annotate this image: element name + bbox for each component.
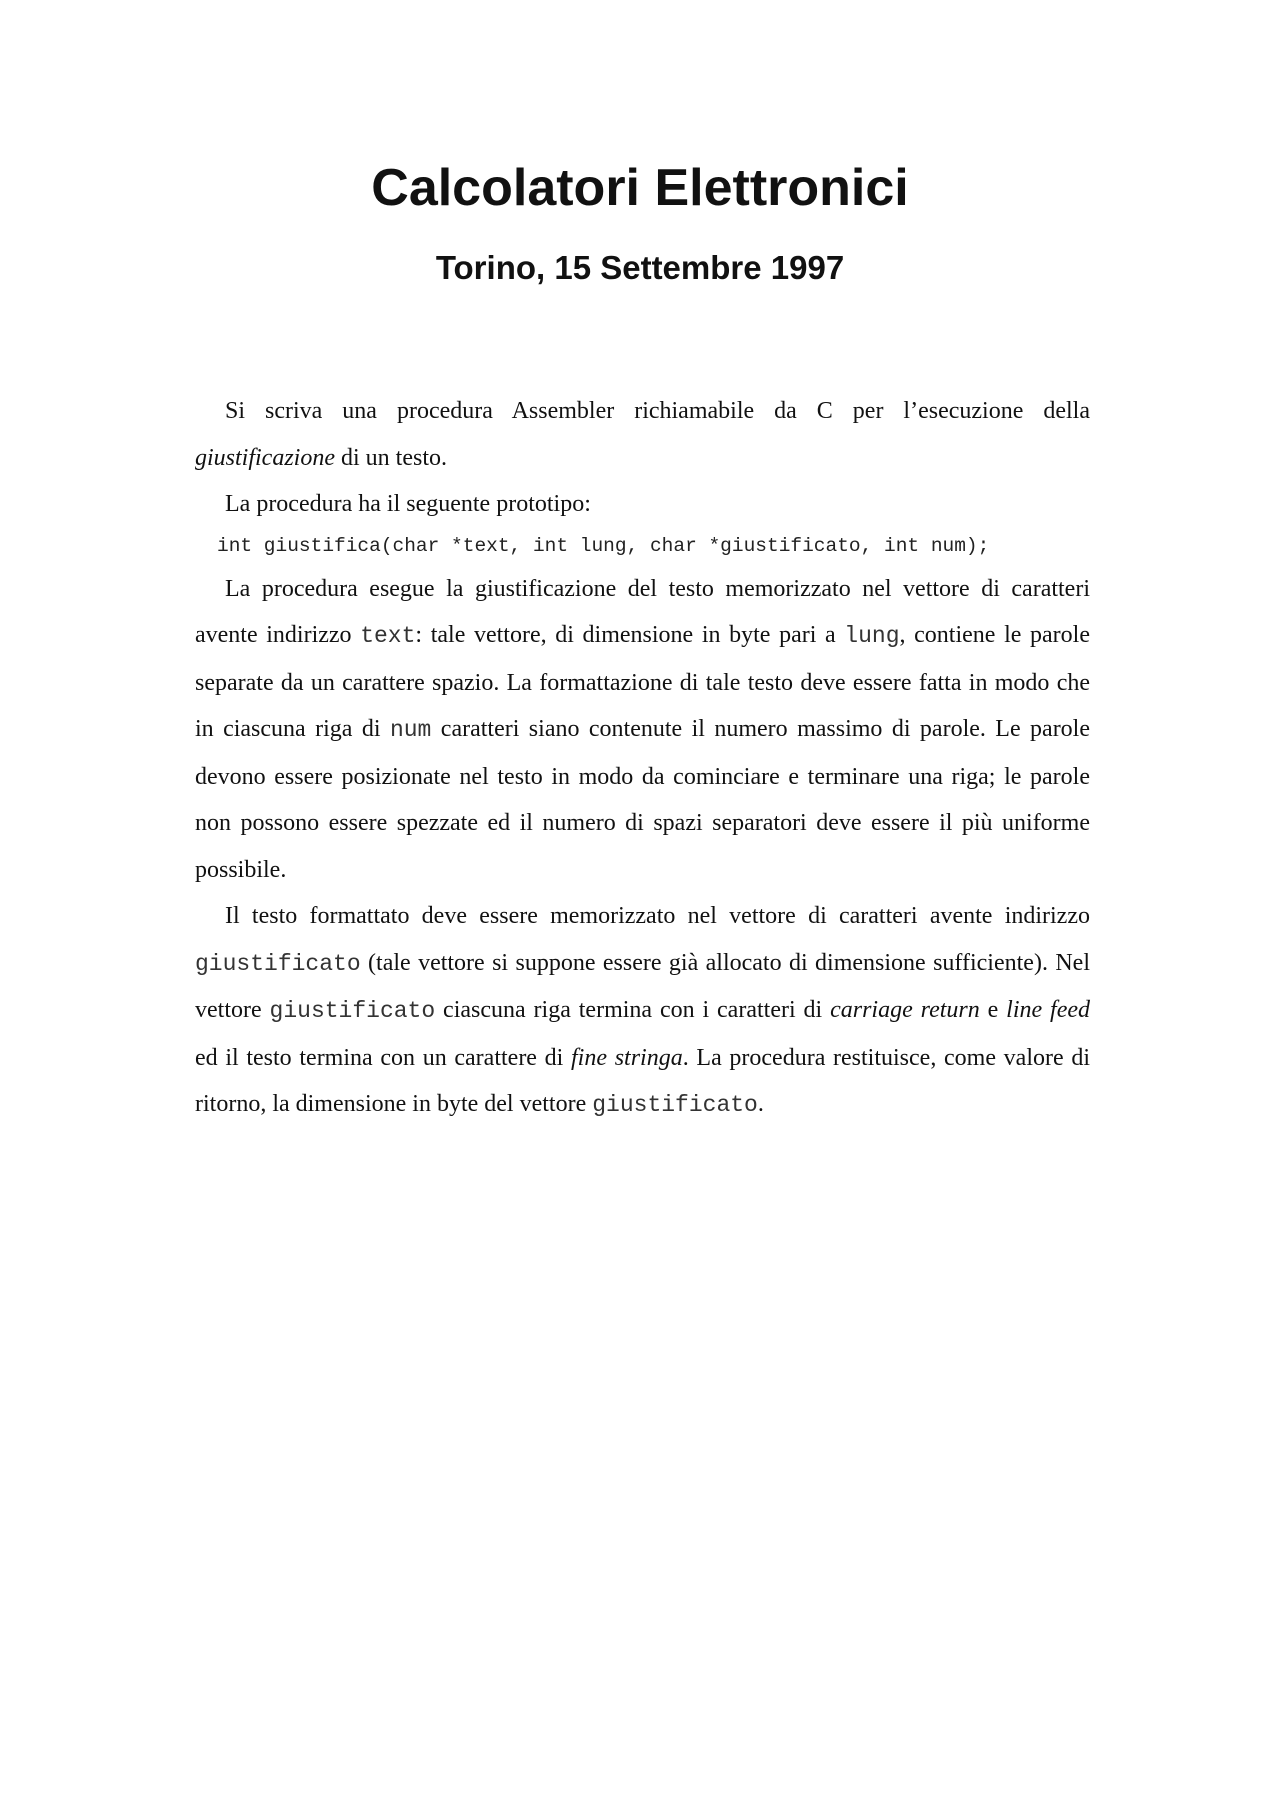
output-text: ed il testo termina con un carattere di [195,1044,572,1071]
description-text: La procedura esegue la giustificazione del testo memorizzato nel vettore di caratteri avente indirizzo [195,575,1090,648]
prototype-code: int giustifica(char *text, int lung, char *giustificato, int num); [217,534,990,557]
description-text: caratteri siano contenute il numero massimo di parole. Le parole devono essere posizionate nel testo in modo da cominciare e terminare una riga; le parole non possono essere spezzate ed il numero di spazi separatori deve essere il più uniforme possibile. [195,716,1091,883]
code-giustificato: giustificato [269,998,436,1024]
page-title: Calcolatori Elettronici [371,159,909,217]
code-text: text [360,623,416,649]
intro-text-end: di un testo. [335,444,447,471]
code-num: num [389,717,432,743]
description-text: : tale vettore, di dimensione in byte pari a [415,622,845,648]
output-text: (tale vettore si suppone essere già allocato di dimensione sufficiente). Nel vettore [195,949,1090,1023]
code-giustificato: giustificato [195,950,361,977]
code-lung: lung [844,623,900,649]
output-text: . [757,1091,764,1117]
intro-paragraph [195,388,1090,481]
output-text: . La procedura restituisce, come valore di ritorno, la dimensione in byte del vettore [195,1044,1090,1117]
description-paragraph [195,566,1090,894]
exercise-text [195,388,1090,1129]
intro-term: giustificazione [195,444,335,471]
output-text: e [979,997,1007,1023]
output-text: ciascuna riga termina con i caratteri di [435,997,831,1023]
code-giustificato: giustificato [592,1092,758,1118]
page-subtitle: Torino, 15 Settembre 1997 [435,249,845,286]
output-text: Il testo formattato deve essere memorizzato nel vettore di caratteri avente indirizzo [225,903,1090,929]
prototype-lead: La procedura ha il seguente prototipo: [225,491,591,517]
term-fine-stringa: fine stringa [571,1044,683,1071]
intro-text: Si scriva una procedura Assembler richiamabile da C per l’esecuzione della [225,398,1090,424]
output-paragraph [195,893,1090,1129]
description-text: , contiene le parole separate da un carattere spazio. La formattazione di tale testo deve essere fatta in modo che in ciascuna riga di [195,622,1090,742]
term-line-feed: line feed [1006,997,1091,1023]
term-carriage-return: carriage return [830,997,980,1023]
